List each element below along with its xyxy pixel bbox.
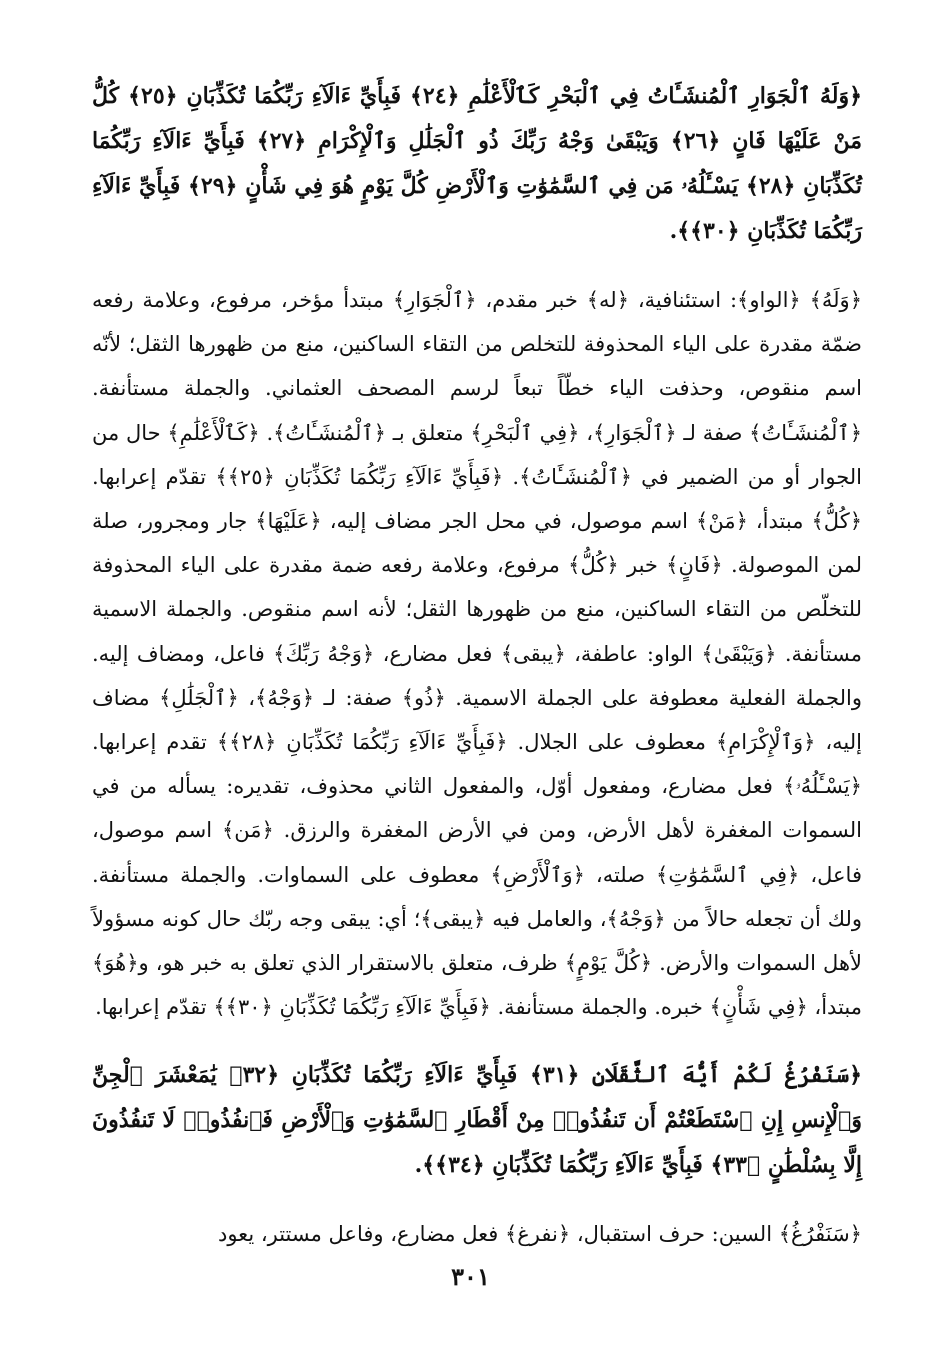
grammatical-analysis-24-30	[92, 278, 862, 1029]
quran-verses-24-30	[92, 74, 862, 254]
grammatical-analysis-31	[92, 1212, 862, 1256]
verse-text: ﴿وَلَهُ ٱلْجَوَارِ ٱلْمُنشَـَٔاتُ فِي ٱلْبَحْرِ كَٱلْأَعْلَٰمِ ﴿٢٤﴾ فَبِأَيِّ ءَالَآءِ رَبِّكُمَا تُكَذِّبَانِ ﴿٢٥﴾ كُلُّ مَنْ عَلَيْهَا فَانٍ ﴿٢٦﴾ وَيَبْقَىٰ وَجْهُ رَبِّكَ ذُو ٱلْجَلَٰلِ وَٱلْإِكْرَامِ ﴿٢٧﴾ فَبِأَيِّ ءَالَآءِ رَبِّكُمَا تُكَذِّبَانِ ﴿٢٨﴾ يَسْـَٔلُهُۥ مَن فِي ٱلسَّمَٰوَٰتِ وَٱلْأَرْضِ كُلَّ يَوْمٍ هُوَ فِي شَأْنٍ ﴿٢٩﴾ فَبِأَيِّ ءَالَآءِ رَبِّكُمَا تُكَذِّبَانِ ﴿٣٠﴾﴾.	[92, 83, 863, 244]
quran-verses-31-34	[92, 1053, 862, 1188]
paragraph-text: ﴿وَلَهُ﴾ ﴿الواو﴾: استئنافية، ﴿له﴾ خبر مقدم، ﴿ٱلْجَوَارِ﴾ مبتدأ مؤخر، مرفوع، وعلامة رفعه ضمّة مقدرة على الياء المحذوفة للتخلص من التقاء الساكنين، منع من ظهورها الثقل؛ لأنّه اسم منقوص، وحذفت الياء خطّاً تبعاً لرسم المصحف العثماني. والجملة مستأنفة. ﴿ٱلْمُنشَـَٔاتُ﴾ صفة لـ ﴿ٱلْجَوَارِ﴾، ﴿فِي ٱلْبَحْرِ﴾ متعلق بـ ﴿ٱلْمُنشَـَٔاتُ﴾. ﴿كَٱلْأَعْلَٰمِ﴾ حال من الجوار أو من الضمير في ﴿ٱلْمُنشَـَٔاتُ﴾. ﴿فَبِأَيِّ ءَالَآءِ رَبِّكُمَا تُكَذِّبَانِ ﴿٢٥﴾﴾ تقدّم إعرابها. ﴿كُلُّ﴾ مبتدأ، ﴿مَنْ﴾ اسم موصول، في محل الجر مضاف إليه، ﴿عَلَيْهَا﴾ جار ومجرور، صلة لمن الموصولة. ﴿فَانٍ﴾ خبر ﴿كُلُّ﴾ مرفوع، وعلامة رفعه ضمة مقدرة على الياء المحذوفة للتخلّص من التقاء الساكنين، منع من ظهورها الثقل؛ لأنه اسم منقوص. والجملة الاسمية مستأنفة. ﴿وَيَبْقَىٰ﴾ الواو: عاطفة، ﴿يبقى﴾ فعل مضارع، ﴿وَجْهُ رَبِّكَ﴾ فاعل، ومضاف إليه. والجملة الفعلية معطوفة على الجملة الاسمية. ﴿ذُو﴾ صفة: لـ ﴿وَجْهُ﴾، ﴿ٱلْجَلَٰلِ﴾ مضاف إليه، ﴿وَٱلْإِكْرَامِ﴾ معطوف على الجلال. ﴿فَبِأَيِّ ءَالَآءِ رَبِّكُمَا تُكَذِّبَانِ ﴿٢٨﴾﴾ تقدم إعرابها. ﴿يَسْـَٔلُهُۥ﴾ فعل مضارع، ومفعول أوّل، والمفعول الثاني محذوف، تقديره: يسأله من في السموات المغفرة لأهل الأرض، ومن في الأرض المغفرة والرزق. ﴿مَن﴾ اسم موصول، فاعل، ﴿فِي ٱلسَّمَٰوَٰتِ﴾ صلته، ﴿وَٱلْأَرْضِ﴾ معطوف على السماوات. والجملة مستأنفة. ولك أن تجعله حالاً من ﴿وَجْهُ﴾، والعامل فيه ﴿يبقى﴾؛ أي: يبقى وجه ربّك حال كونه مسؤولاً لأهل السموات والأرض. ﴿كُلَّ يَوْمٍ﴾ ظرف، متعلق بالاستقرار الذي تعلق به خبر هو، و﴿هُوَ﴾ مبتدأ، ﴿فِي شَأْنٍ﴾ خبره. والجملة مستأنفة. ﴿فَبِأَيِّ ءَالَآءِ رَبِّكُمَا تُكَذِّبَانِ ﴿٣٠﴾﴾ تقدّم إعرابها.	[92, 288, 863, 1020]
verse-text: ﴿سَنَفْرُغُ لَكُمْ أَيُّهَ ٱلثَّقَلَانِ ﴿٣١﴾ فَبِأَيِّ ءَالَآءِ رَبِّكُمَا تُكَذِّبَانِ ﴿٣٢﴾ يَٰمَعْشَرَ ٱلْجِنِّ وَٱلْإِنسِ إِنِ ٱسْتَطَعْتُمْ أَن تَنفُذُوا۟ مِنْ أَقْطَارِ ٱلسَّمَٰوَٰتِ وَٱلْأَرْضِ فَٱنفُذُوا۟ لَا تَنفُذُونَ إِلَّا بِسُلْطَٰنٍ ﴿٣٣﴾ فَبِأَيِّ ءَالَآءِ رَبِّكُمَا تُكَذِّبَانِ ﴿٣٤﴾﴾.	[92, 1062, 863, 1179]
paragraph-text: ﴿سَنَفْرُغُ﴾ السين: حرف استقبال، ﴿نفرغ﴾ فعل مضارع، وفاعل مستتر، يعود	[217, 1222, 862, 1247]
page-number: ٣٠١	[451, 1262, 490, 1291]
page-content	[92, 74, 862, 1281]
